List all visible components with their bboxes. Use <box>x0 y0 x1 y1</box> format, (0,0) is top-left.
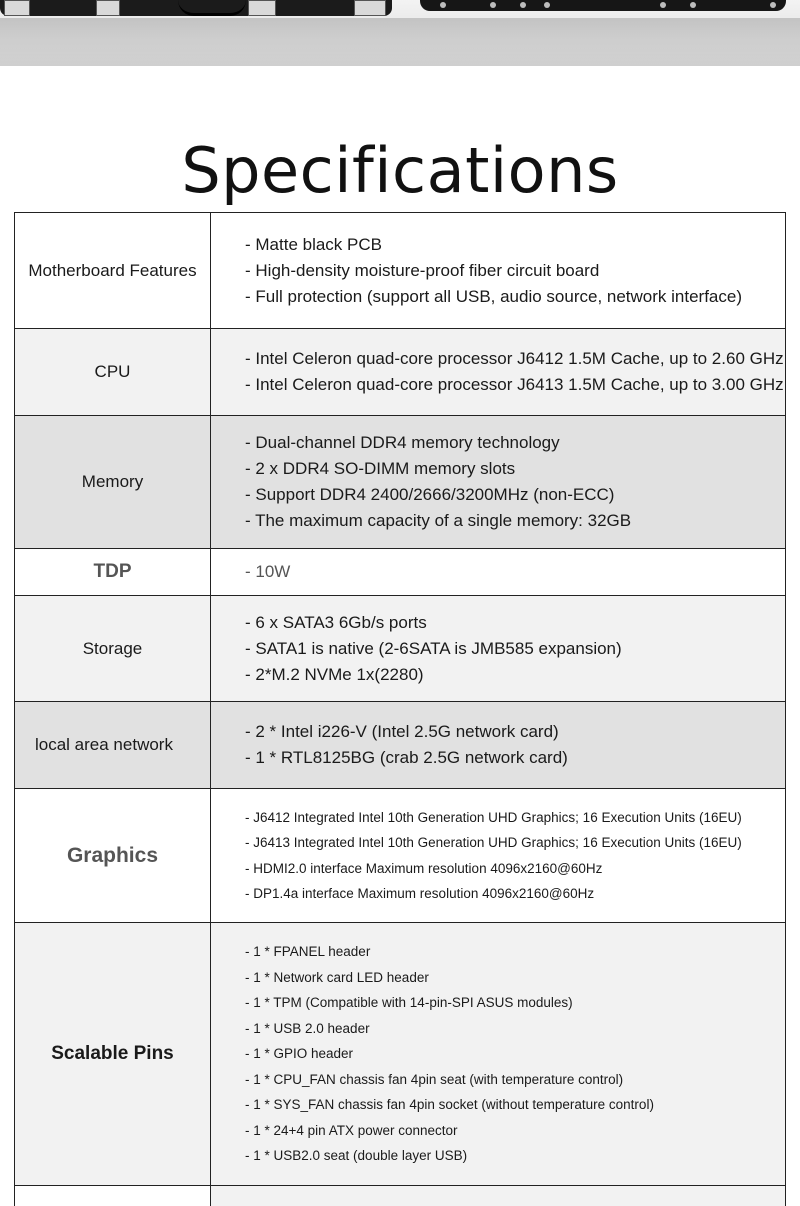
spec-row-scalable-pins <box>14 923 786 1186</box>
board-led <box>690 2 696 8</box>
spec-label: Graphics <box>15 789 211 922</box>
spec-row-graphics <box>14 789 786 923</box>
board-port <box>4 0 30 16</box>
spec-values <box>211 549 785 595</box>
spec-line: - 1 * USB2.0 seat (double layer USB) <box>245 1148 468 1164</box>
spec-line: - HDMI2.0 interface Maximum resolution 4096x2160@60Hz <box>245 860 603 876</box>
spec-row-local-area-network <box>14 702 786 789</box>
spec-values <box>211 702 785 788</box>
spec-line: - Dual-channel DDR4 memory technology <box>245 433 560 452</box>
spec-row-next <box>14 1186 786 1206</box>
spec-line: - 1 * SYS_FAN chassis fan 4pin socket (without temperature control) <box>245 1097 654 1113</box>
spec-line: - 1 * GPIO header <box>245 1046 354 1062</box>
spec-row-tdp <box>14 549 786 596</box>
spec-values <box>211 213 785 328</box>
board-led <box>770 2 776 8</box>
spec-values <box>211 329 785 415</box>
spec-line: - 1 * Network card LED header <box>245 969 429 985</box>
spec-label-empty <box>15 1186 211 1206</box>
spec-row-cpu <box>14 329 786 416</box>
spec-label: Scalable Pins <box>15 923 211 1185</box>
spec-label: Memory <box>15 416 211 548</box>
spec-line: - 1 * 24+4 pin ATX power connector <box>245 1122 458 1138</box>
spec-line: - SATA1 is native (2-6SATA is JMB585 expansion) <box>245 638 622 658</box>
spec-line: - 1 * TPM (Compatible with 14-pin-SPI ASUS modules) <box>245 995 573 1011</box>
product-photo <box>0 0 800 66</box>
board-led <box>440 2 446 8</box>
spec-row-motherboard-features <box>14 213 786 329</box>
spec-line: - J6413 Integrated Intel 10th Generation UHD Graphics; 16 Execution Units (16EU) <box>245 835 742 850</box>
spec-line: - 6 x SATA3 6Gb/s ports <box>245 612 427 632</box>
spec-label: Motherboard Features <box>15 213 211 328</box>
motherboard-photo-right <box>420 0 786 11</box>
board-port <box>96 0 120 16</box>
spec-line: - 10W <box>245 562 291 581</box>
spec-label: TDP <box>15 549 211 595</box>
spec-line: - J6412 Integrated Intel 10th Generation UHD Graphics; 16 Execution Units (16EU) <box>245 809 742 825</box>
spec-row-memory <box>14 416 786 549</box>
spec-values <box>211 596 785 701</box>
board-cable <box>178 0 246 16</box>
spec-line: - 2 x DDR4 SO-DIMM memory slots <box>245 459 516 478</box>
spec-line: - 1 * USB 2.0 header <box>245 1020 370 1036</box>
spec-label: local area network <box>15 702 211 788</box>
spec-line: - Full protection (support all USB, audio source, network interface) <box>245 286 743 306</box>
spec-line: - Intel Celeron quad-core processor J6413 1.5M Cache, up to 3.00 GHz <box>245 375 784 394</box>
photo-shadow <box>0 18 800 66</box>
board-port <box>354 0 386 16</box>
spec-line: - 1 * CPU_FAN chassis fan 4pin seat (with temperature control) <box>245 1071 624 1087</box>
spec-line: - DP1.4a interface Maximum resolution 4096x2160@60Hz <box>245 886 595 901</box>
spec-table <box>14 212 786 1206</box>
spec-values <box>211 416 785 548</box>
spec-values <box>211 789 785 922</box>
spec-line: - 1 * RTL8125BG (crab 2.5G network card) <box>245 748 568 767</box>
spec-line: - Matte black PCB <box>245 234 382 254</box>
spec-line: - Intel Celeron quad-core processor J6412 1.5M Cache, up to 2.60 GHz <box>245 349 784 368</box>
board-led <box>544 2 550 8</box>
spec-label: Storage <box>15 596 211 701</box>
spec-values-empty <box>211 1186 785 1206</box>
board-led <box>660 2 666 8</box>
motherboard-photo-left <box>0 0 392 16</box>
spec-line: - The maximum capacity of a single memory: 32GB <box>245 511 632 530</box>
spec-line: - 2 * Intel i226-V (Intel 2.5G network card) <box>245 722 559 741</box>
spec-values <box>211 923 785 1185</box>
spec-line: - Support DDR4 2400/2666/3200MHz (non-ECC) <box>245 485 615 504</box>
spec-row-storage <box>14 596 786 702</box>
page-title: Specifications <box>181 133 619 207</box>
spec-line: - 1 * FPANEL header <box>245 944 371 960</box>
spec-label: CPU <box>15 329 211 415</box>
spec-line: - 2*M.2 NVMe 1x(2280) <box>245 664 424 684</box>
board-led <box>520 2 526 8</box>
spec-line: - High-density moisture-proof fiber circuit board <box>245 260 600 280</box>
board-led <box>490 2 496 8</box>
power-connector <box>248 0 276 16</box>
